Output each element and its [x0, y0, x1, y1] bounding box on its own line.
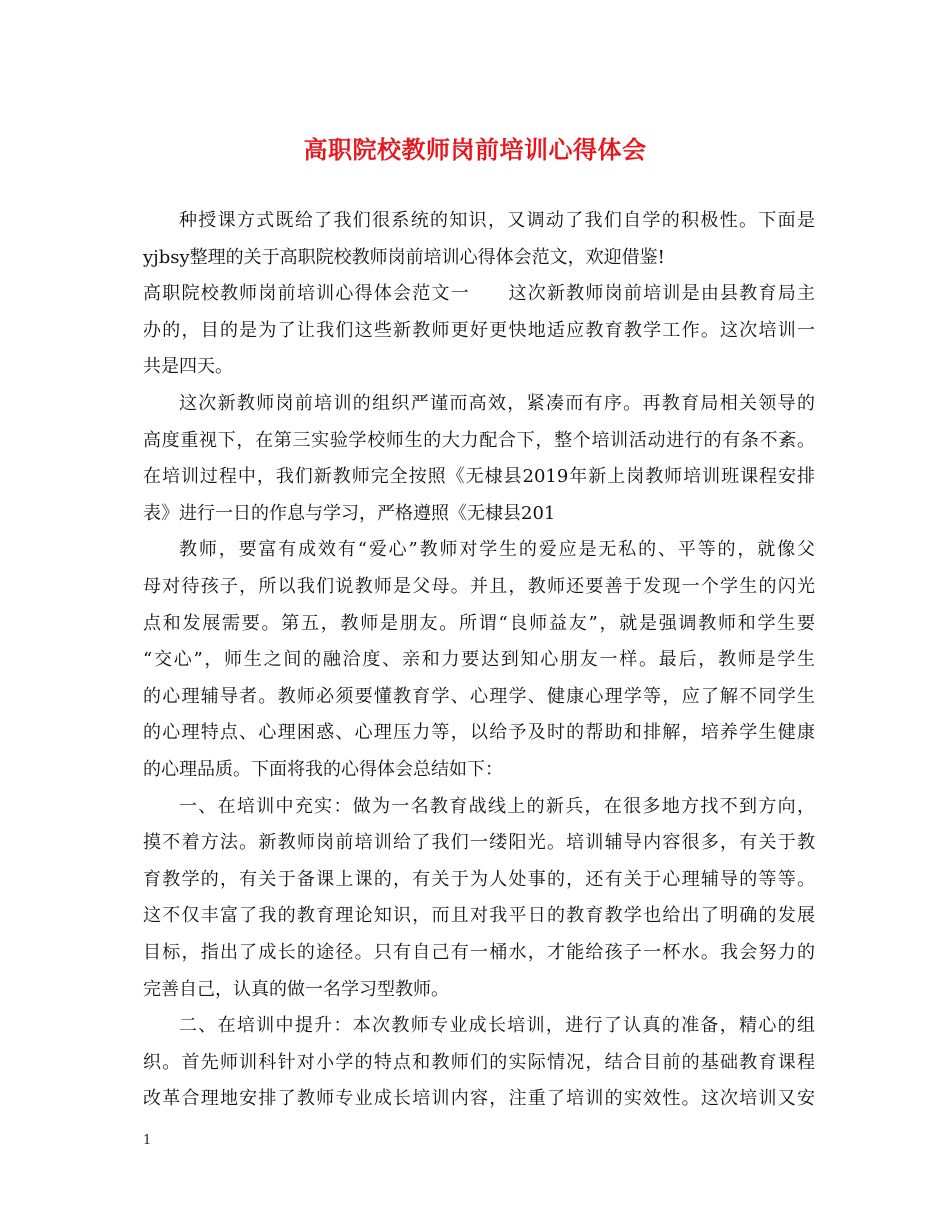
text-line: 共是四天。 — [143, 356, 233, 378]
text-line: 完善自己，认真的做一名学习型教师。 — [143, 978, 449, 1000]
text-line: 一、在培训中充实：做为一名教育战线上的新兵，在很多地方找不到方向， — [179, 795, 815, 817]
text-line: 表》进行一日的作息与学习，严格遵照《无棣县201 — [143, 502, 556, 524]
text-line: 的心理品质。下面将我的心得体会总结如下： — [143, 759, 503, 780]
text-line: 高度重视下，在第三实验学校师生的大力配合下，整个培训活动进行的有条不紊。 — [143, 429, 815, 451]
text-line: 点和发展需要。第五，教师是朋友。所谓“良师益友”，就是强调教师和学生要 — [143, 612, 815, 634]
text-line: 这次新教师岗前培训的组织严谨而高效，紧凑而有序。再教育局相关领导的 — [179, 393, 815, 414]
text-line: 的心理特点、心理困惑、心理压力等，以给予及时的帮助和排解，培养学生健康 — [143, 722, 815, 744]
text-line: 目标，指出了成长的途径。只有自己有一桶水，才能给孩子一杯水。我会努力的 — [143, 942, 815, 963]
text-line: 织。首先师训科针对小学的特点和教师们的实际情况，结合目前的基础教育课程 — [143, 1051, 815, 1073]
text-line: 这不仅丰富了我的教育理论知识，而且对我平日的教育教学也给出了明确的发展 — [143, 905, 815, 927]
text-line: 的心理辅导者。教师必须要懂教育学、心理学、健康心理学等，应了解不同学生 — [143, 685, 815, 707]
text-line: 办的，目的是为了让我们这些新教师更好更快地适应教育教学工作。这次培训一 — [143, 319, 815, 341]
text-line: 母对待孩子，所以我们说教师是父母。并且，教师还要善于发现一个学生的闪光 — [143, 576, 815, 597]
text-line: 种授课方式既给了我们很系统的知识，又调动了我们自学的积极性。下面是 — [179, 210, 815, 231]
text-line: 摸不着方法。新教师岗前培训给了我们一缕阳光。培训辅导内容很多，有关于教 — [143, 832, 815, 854]
text-line: 二、在培训中提升：本次教师专业成长培训，进行了认真的准备，精心的组 — [179, 1015, 815, 1037]
text-line: 在培训过程中，我们新教师完全按照《无棣县2019年新上岗教师培训班课程安排 — [143, 466, 815, 488]
text-line: yjbsy整理的关于高职院校教师岗前培训心得体会范文，欢迎借鉴! — [143, 246, 665, 268]
text-line: 教师，要富有成效有“爱心”教师对学生的爱应是无私的、平等的，就像父 — [179, 539, 815, 561]
text-line: 高职院校教师岗前培训心得体会范文一 这次新教师岗前培训是由县教育局主 — [143, 283, 815, 305]
document-title: 高职院校教师岗前培训心得体会 — [303, 135, 647, 164]
page-number: 1 — [143, 1133, 152, 1148]
text-line: “交心”，师生之间的融洽度、亲和力要达到知心朋友一样。最后，教师是学生 — [143, 649, 815, 671]
text-line: 育教学的，有关于备课上课的，有关于为人处事的，还有关于心理辅导的等等。 — [143, 868, 815, 890]
text-line: 改革合理地安排了教师专业成长培训内容，注重了培训的实效性。这次培训又安 — [143, 1088, 815, 1110]
